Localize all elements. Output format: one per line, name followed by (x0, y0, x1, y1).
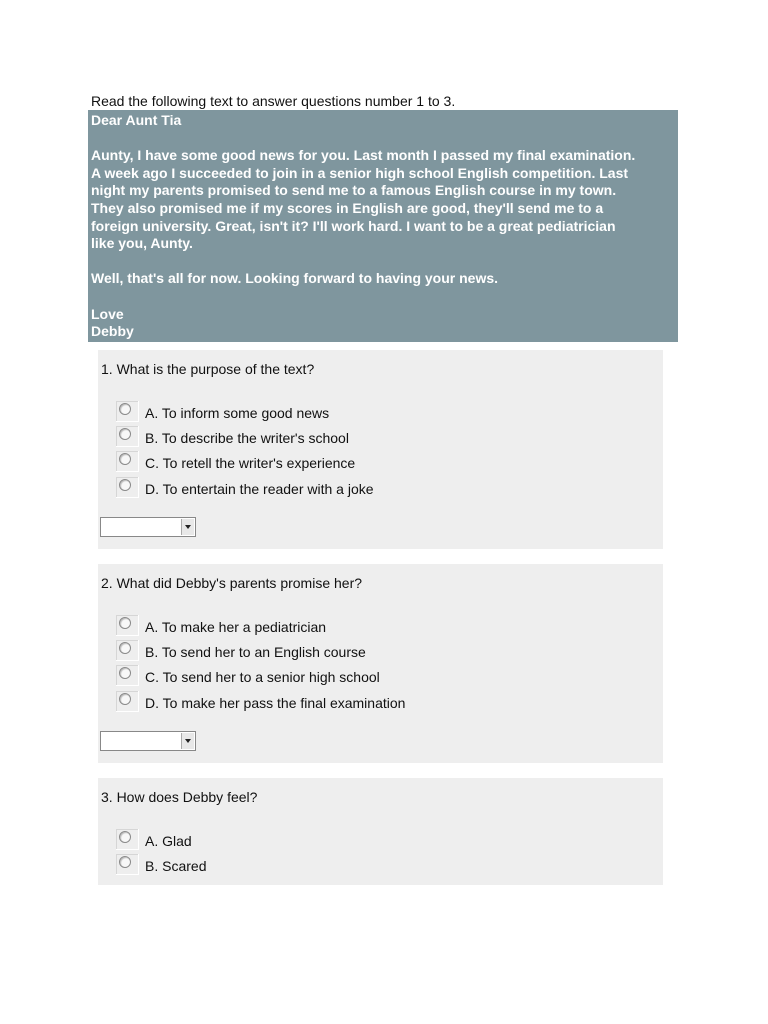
question-1-text: 1. What is the purpose of the text? (101, 361, 315, 377)
instruction-text: Read the following text to answer questions number 1 to 3. (91, 93, 456, 109)
letter-body-line: They also promised me if my scores in English are good, they'll send me to a (91, 199, 604, 216)
letter-body-line: like you, Aunty. (91, 235, 193, 252)
question-3-box (98, 778, 663, 885)
option-label: B. To send her to an English course (145, 644, 366, 660)
radio-button[interactable] (119, 453, 131, 465)
option-label: B. Scared (145, 858, 207, 874)
question-2-option-b[interactable] (116, 639, 366, 661)
letter-greeting: Dear Aunt Tia (91, 112, 182, 128)
chevron-down-icon[interactable] (181, 519, 194, 535)
question-2-option-a[interactable] (116, 614, 326, 636)
option-label: D. To make her pass the final examination (145, 695, 406, 711)
letter-closing-line: Well, that's all for now. Looking forward to having your news. (91, 270, 499, 287)
letter-body-line: Aunty, I have some good news for you. Last month I passed my final examination. (91, 147, 636, 164)
chevron-down-icon[interactable] (181, 733, 194, 749)
radio-button[interactable] (119, 617, 131, 629)
radio-button[interactable] (119, 403, 131, 415)
question-2-box (98, 564, 663, 763)
option-label: A. To make her a pediatrician (145, 619, 327, 635)
radio-button[interactable] (119, 642, 131, 654)
letter-signature: Debby (91, 323, 134, 340)
option-label: A. Glad (145, 833, 192, 849)
question-1-option-b[interactable] (116, 425, 349, 447)
radio-button[interactable] (119, 693, 131, 705)
option-label: D. To entertain the reader with a joke (145, 481, 374, 497)
question-3-option-a[interactable] (116, 828, 192, 850)
letter-body-line: foreign university. Great, isn't it? I'll work hard. I want to be a great pediatrician (91, 217, 616, 234)
question-2-text: 2. What did Debby's parents promise her? (101, 575, 363, 591)
question-2-option-d[interactable] (116, 690, 405, 712)
question-3-option-b[interactable] (116, 853, 206, 875)
radio-button[interactable] (119, 856, 131, 868)
question-2-answer-dropdown[interactable] (100, 731, 196, 751)
question-1-option-a[interactable] (116, 400, 329, 422)
question-1-answer-dropdown[interactable] (100, 517, 196, 537)
letter-body-line: night my parents promised to send me to a famous English course in my town. (91, 182, 617, 199)
radio-button[interactable] (119, 428, 131, 440)
radio-button[interactable] (119, 667, 131, 679)
option-label: B. To describe the writer's school (145, 430, 349, 446)
letter-signoff: Love (91, 305, 124, 322)
question-1-box (98, 350, 663, 549)
radio-button[interactable] (119, 479, 131, 491)
option-label: C. To send her to a senior high school (145, 669, 380, 685)
option-label: A. To inform some good news (145, 405, 330, 421)
question-2-option-c[interactable] (116, 664, 380, 686)
option-label: C. To retell the writer's experience (145, 455, 356, 471)
question-3-text: 3. How does Debby feel? (101, 789, 258, 805)
letter-passage (88, 110, 678, 342)
radio-button[interactable] (119, 831, 131, 843)
question-1-option-c[interactable] (116, 450, 355, 472)
letter-body-line: A week ago I succeeded to join in a senior high school English competition. Last (91, 164, 629, 181)
question-1-option-d[interactable] (116, 476, 374, 498)
